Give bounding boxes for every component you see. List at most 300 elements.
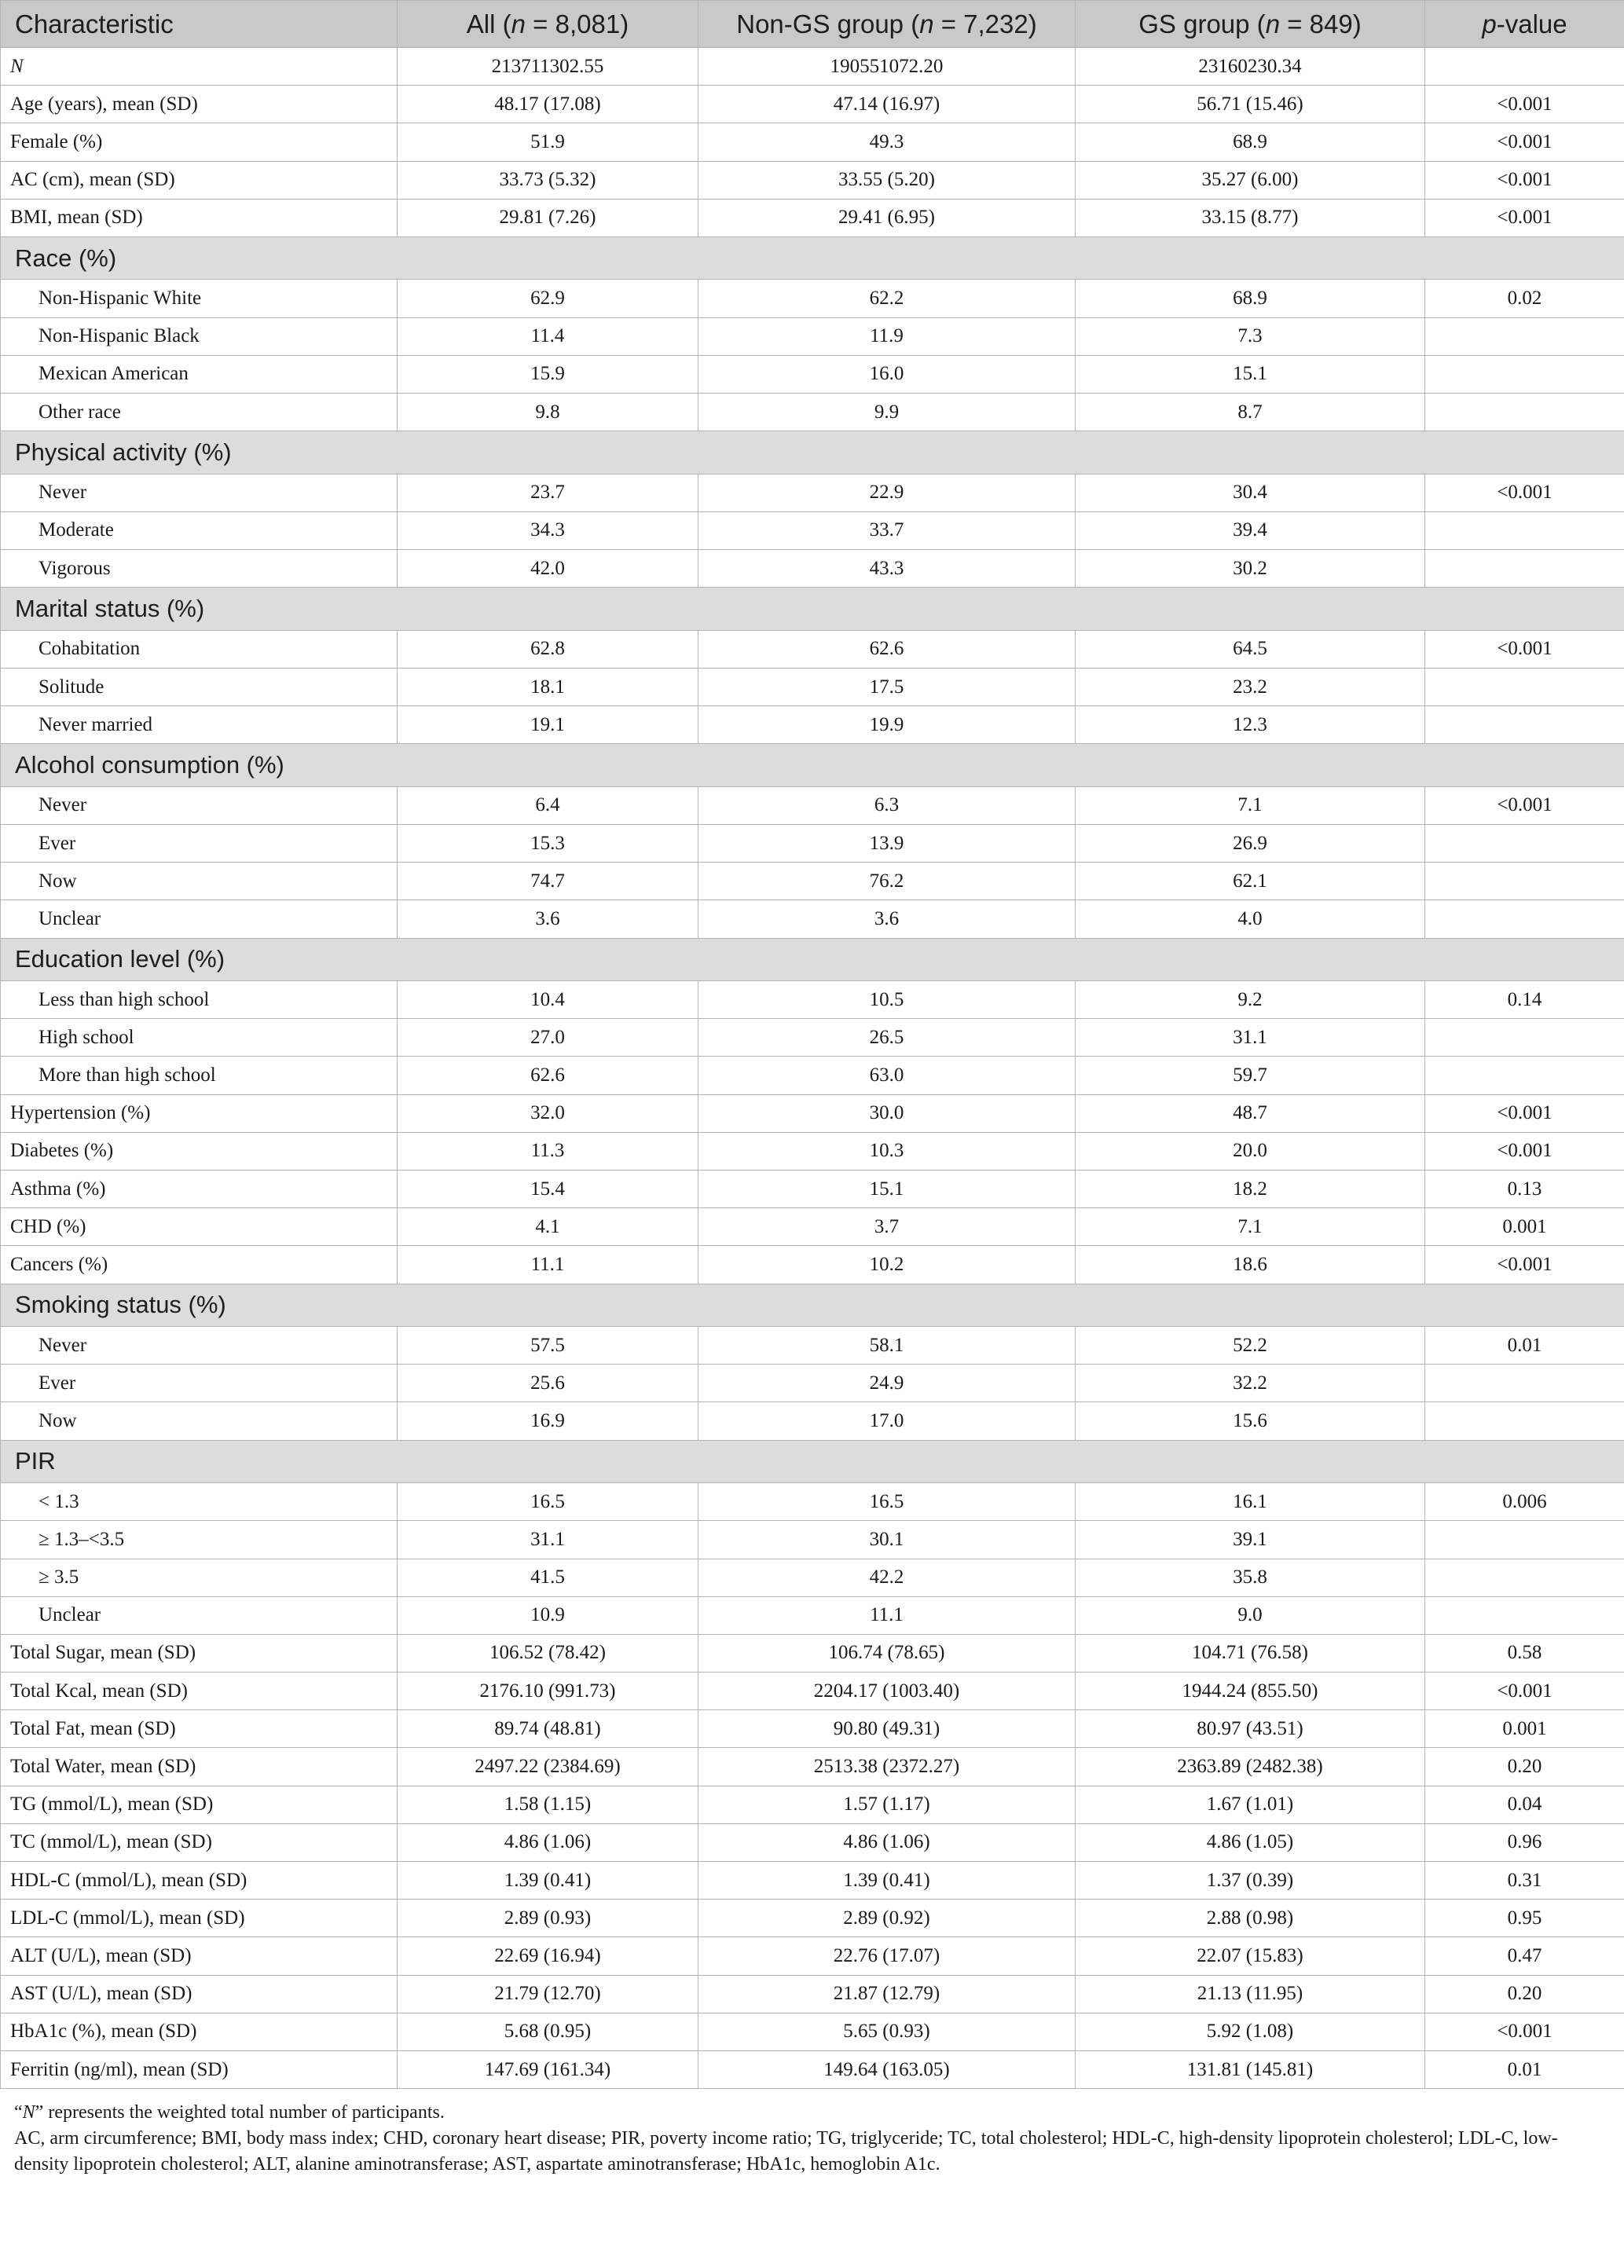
table-row [1,1402,1624,1440]
cell-all: 32.0 [398,1094,698,1132]
cell-all: 10.9 [398,1596,698,1634]
cell-all: 62.9 [398,280,698,317]
section-header-row [1,236,1624,280]
table-row [1,1900,1624,1937]
cell-all: 34.3 [398,511,698,549]
row-label: Non-Hispanic Black [1,317,398,355]
cell-gs: 18.2 [1076,1171,1425,1208]
cell-all: 41.5 [398,1559,698,1596]
table-row [1,825,1624,863]
table-row [1,1327,1624,1365]
table-row [1,1483,1624,1521]
cell-p-value [1425,825,1624,863]
cell-gs: 12.3 [1076,706,1425,744]
table-row [1,1559,1624,1596]
cell-p-value: 0.14 [1425,981,1624,1019]
cell-gs: 33.15 (8.77) [1076,199,1425,236]
cell-gs: 1944.24 (855.50) [1076,1673,1425,1710]
row-label: ≥ 1.3–<3.5 [1,1521,398,1559]
table-body [1,48,1624,2089]
cell-all: 106.52 (78.42) [398,1634,698,1672]
cell-non-gs: 16.0 [698,355,1076,393]
cell-gs: 7.1 [1076,1208,1425,1246]
cell-non-gs: 2513.38 (2372.27) [698,1748,1076,1786]
cell-gs: 68.9 [1076,123,1425,161]
cell-gs: 35.8 [1076,1559,1425,1596]
table-row [1,786,1624,824]
cell-non-gs: 62.2 [698,280,1076,317]
cell-non-gs: 16.5 [698,1483,1076,1521]
row-label: Age (years), mean (SD) [1,86,398,123]
table-row [1,511,1624,549]
cell-all: 62.8 [398,630,698,668]
cell-all: 27.0 [398,1019,698,1057]
row-label: Cohabitation [1,630,398,668]
cell-p-value: 0.04 [1425,1786,1624,1823]
table-row [1,1823,1624,1861]
cell-non-gs: 42.2 [698,1559,1076,1596]
cell-non-gs: 2.89 (0.92) [698,1900,1076,1937]
cell-non-gs: 24.9 [698,1365,1076,1402]
cell-gs: 21.13 (11.95) [1076,1975,1425,2013]
cell-non-gs: 21.87 (12.79) [698,1975,1076,2013]
cell-non-gs: 190551072.20 [698,48,1076,86]
cell-p-value [1425,1559,1624,1596]
table-row [1,317,1624,355]
cell-all: 11.1 [398,1246,698,1284]
cell-all: 15.4 [398,1171,698,1208]
row-label: Hypertension (%) [1,1094,398,1132]
cell-p-value [1425,1521,1624,1559]
row-label: Never married [1,706,398,744]
cell-p-value [1425,1019,1624,1057]
cell-gs: 15.6 [1076,1402,1425,1440]
row-label: ≥ 3.5 [1,1559,398,1596]
row-label: HbA1c (%), mean (SD) [1,2013,398,2050]
cell-p-value: <0.001 [1425,1132,1624,1170]
table-row [1,1710,1624,1748]
row-label: Less than high school [1,981,398,1019]
section-label: Physical activity (%) [1,431,1624,474]
footnote-abbreviations: AC, arm circumference; BMI, body mass index; CHD, coronary heart disease; PIR, poverty income ratio; TG, triglyceride; TC, total cholesterol; HDL-C, high-density lipoprotein cholesterol; LDL-C, low-density lipoprotein cholesterol; ALT, alanine aminotransferase; AST, aspartate aminotransferase; HbA1c, hemoglobin A1c. [14,2128,1558,2175]
row-label: High school [1,1019,398,1057]
cell-p-value: <0.001 [1425,199,1624,236]
cell-non-gs: 47.14 (16.97) [698,86,1076,123]
cell-gs: 7.3 [1076,317,1425,355]
cell-all: 23.7 [398,474,698,511]
cell-all: 22.69 (16.94) [398,1937,698,1975]
cell-p-value [1425,394,1624,431]
cell-p-value [1425,1057,1624,1094]
row-label: ALT (U/L), mean (SD) [1,1937,398,1975]
section-label: Race (%) [1,236,1624,280]
cell-gs: 68.9 [1076,280,1425,317]
table-row [1,280,1624,317]
section-label: Marital status (%) [1,588,1624,631]
cell-gs: 23160230.34 [1076,48,1425,86]
cell-gs: 15.1 [1076,355,1425,393]
cell-gs: 64.5 [1076,630,1425,668]
cell-gs: 30.4 [1076,474,1425,511]
cell-non-gs: 9.9 [698,394,1076,431]
cell-all: 57.5 [398,1327,698,1365]
cell-p-value: <0.001 [1425,1094,1624,1132]
cell-all: 48.17 (17.08) [398,86,698,123]
table-row [1,863,1624,900]
row-label: N [1,48,398,86]
cell-non-gs: 33.7 [698,511,1076,549]
cell-gs: 20.0 [1076,1132,1425,1170]
cell-gs: 35.27 (6.00) [1076,161,1425,199]
cell-all: 62.6 [398,1057,698,1094]
cell-p-value [1425,317,1624,355]
cell-p-value: 0.006 [1425,1483,1624,1521]
cell-gs: 31.1 [1076,1019,1425,1057]
cell-all: 16.9 [398,1402,698,1440]
section-header-row [1,431,1624,474]
cell-non-gs: 22.9 [698,474,1076,511]
cell-non-gs: 49.3 [698,123,1076,161]
table-row [1,630,1624,668]
cell-all: 18.1 [398,668,698,705]
cell-non-gs: 6.3 [698,786,1076,824]
cell-all: 9.8 [398,394,698,431]
row-label: Moderate [1,511,398,549]
table-row [1,1365,1624,1402]
row-label: Female (%) [1,123,398,161]
cell-p-value: 0.95 [1425,1900,1624,1937]
cell-non-gs: 58.1 [698,1327,1076,1365]
cell-p-value [1425,900,1624,938]
cell-p-value: 0.96 [1425,1823,1624,1861]
cell-p-value: 0.58 [1425,1634,1624,1672]
cell-gs: 59.7 [1076,1057,1425,1094]
cell-p-value: <0.001 [1425,1673,1624,1710]
table-row [1,1786,1624,1823]
cell-gs: 39.1 [1076,1521,1425,1559]
cell-all: 89.74 (48.81) [398,1710,698,1748]
cell-non-gs: 90.80 (49.31) [698,1710,1076,1748]
cell-non-gs: 3.7 [698,1208,1076,1246]
cell-non-gs: 1.39 (0.41) [698,1862,1076,1900]
row-label: LDL-C (mmol/L), mean (SD) [1,1900,398,1937]
cell-non-gs: 13.9 [698,825,1076,863]
row-label: Other race [1,394,398,431]
cell-non-gs: 149.64 (163.05) [698,2050,1076,2088]
cell-non-gs: 62.6 [698,630,1076,668]
row-label: Ever [1,825,398,863]
cell-p-value [1425,863,1624,900]
cell-gs: 7.1 [1076,786,1425,824]
section-label: Smoking status (%) [1,1284,1624,1327]
cell-non-gs: 10.2 [698,1246,1076,1284]
row-label: < 1.3 [1,1483,398,1521]
table-row [1,1634,1624,1672]
cell-non-gs: 22.76 (17.07) [698,1937,1076,1975]
cell-all: 15.9 [398,355,698,393]
cell-non-gs: 106.74 (78.65) [698,1634,1076,1672]
header-non-gs-group: Non-GS group (n = 7,232) [698,1,1076,48]
cell-non-gs: 63.0 [698,1057,1076,1094]
section-label: PIR [1,1440,1624,1483]
row-label: AC (cm), mean (SD) [1,161,398,199]
cell-p-value: <0.001 [1425,86,1624,123]
row-label: BMI, mean (SD) [1,199,398,236]
cell-non-gs: 30.0 [698,1094,1076,1132]
cell-non-gs: 30.1 [698,1521,1076,1559]
table-row [1,1748,1624,1786]
section-header-row [1,1284,1624,1327]
cell-non-gs: 26.5 [698,1019,1076,1057]
section-header-row [1,588,1624,631]
cell-all: 51.9 [398,123,698,161]
table-row [1,1246,1624,1284]
cell-gs: 104.71 (76.58) [1076,1634,1425,1672]
table-header-row [1,1,1624,48]
cell-all: 2.89 (0.93) [398,1900,698,1937]
cell-all: 5.68 (0.95) [398,2013,698,2050]
table-row [1,1937,1624,1975]
row-label: Mexican American [1,355,398,393]
cell-p-value: 0.01 [1425,1327,1624,1365]
table-row [1,1132,1624,1170]
table-row [1,394,1624,431]
cell-p-value: <0.001 [1425,474,1624,511]
cell-gs: 52.2 [1076,1327,1425,1365]
cell-all: 29.81 (7.26) [398,199,698,236]
header-characteristic: Characteristic [1,1,398,48]
cell-non-gs: 2204.17 (1003.40) [698,1673,1076,1710]
cell-p-value [1425,1402,1624,1440]
table-row [1,1521,1624,1559]
row-label: Now [1,1402,398,1440]
cell-gs: 39.4 [1076,511,1425,549]
cell-p-value: 0.20 [1425,1748,1624,1786]
cell-p-value: <0.001 [1425,1246,1624,1284]
table-row [1,1673,1624,1710]
cell-p-value [1425,1365,1624,1402]
table-footnotes [0,2089,1624,2178]
cell-non-gs: 76.2 [698,863,1076,900]
cell-non-gs: 10.5 [698,981,1076,1019]
cell-gs: 56.71 (15.46) [1076,86,1425,123]
cell-p-value: <0.001 [1425,123,1624,161]
cell-non-gs: 33.55 (5.20) [698,161,1076,199]
cell-non-gs: 10.3 [698,1132,1076,1170]
cell-gs: 23.2 [1076,668,1425,705]
cell-p-value [1425,355,1624,393]
cell-p-value: 0.20 [1425,1975,1624,2013]
cell-gs: 9.2 [1076,981,1425,1019]
table-row [1,668,1624,705]
cell-all: 11.4 [398,317,698,355]
row-label: AST (U/L), mean (SD) [1,1975,398,2013]
cell-gs: 5.92 (1.08) [1076,2013,1425,2050]
cell-gs: 4.86 (1.05) [1076,1823,1425,1861]
cell-all: 31.1 [398,1521,698,1559]
cell-all: 42.0 [398,550,698,588]
row-label: Never [1,474,398,511]
cell-non-gs: 19.9 [698,706,1076,744]
table-row [1,706,1624,744]
row-label: Never [1,786,398,824]
cell-p-value: 0.001 [1425,1710,1624,1748]
cell-all: 4.86 (1.06) [398,1823,698,1861]
cell-gs: 80.97 (43.51) [1076,1710,1425,1748]
table-row [1,355,1624,393]
cell-p-value [1425,550,1624,588]
table-row [1,1057,1624,1094]
row-label: Diabetes (%) [1,1132,398,1170]
row-label: HDL-C (mmol/L), mean (SD) [1,1862,398,1900]
cell-gs: 62.1 [1076,863,1425,900]
cell-gs: 4.0 [1076,900,1425,938]
cell-gs: 1.67 (1.01) [1076,1786,1425,1823]
table-row [1,1975,1624,2013]
section-label: Alcohol consumption (%) [1,744,1624,787]
cell-gs: 8.7 [1076,394,1425,431]
cell-gs: 131.81 (145.81) [1076,2050,1425,2088]
table-row [1,981,1624,1019]
cell-non-gs: 3.6 [698,900,1076,938]
header-all: All (n = 8,081) [398,1,698,48]
cell-all: 19.1 [398,706,698,744]
cell-all: 1.39 (0.41) [398,1862,698,1900]
cell-non-gs: 29.41 (6.95) [698,199,1076,236]
cell-all: 4.1 [398,1208,698,1246]
table-row [1,86,1624,123]
table-row [1,1094,1624,1132]
cell-all: 2176.10 (991.73) [398,1673,698,1710]
table-row [1,161,1624,199]
cell-gs: 22.07 (15.83) [1076,1937,1425,1975]
table-row [1,199,1624,236]
row-label: Solitude [1,668,398,705]
table-row [1,1019,1624,1057]
row-label: Total Fat, mean (SD) [1,1710,398,1748]
cell-p-value [1425,48,1624,86]
section-label: Education level (%) [1,938,1624,981]
row-label: TG (mmol/L), mean (SD) [1,1786,398,1823]
cell-gs: 30.2 [1076,550,1425,588]
row-label: More than high school [1,1057,398,1094]
cell-p-value: <0.001 [1425,630,1624,668]
cell-p-value: 0.01 [1425,2050,1624,2088]
table-row [1,2013,1624,2050]
row-label: Ever [1,1365,398,1402]
row-label: Unclear [1,1596,398,1634]
cell-all: 1.58 (1.15) [398,1786,698,1823]
cell-p-value: <0.001 [1425,161,1624,199]
cell-all: 25.6 [398,1365,698,1402]
section-header-row [1,938,1624,981]
cell-p-value: <0.001 [1425,2013,1624,2050]
cell-p-value [1425,668,1624,705]
table-row [1,474,1624,511]
cell-all: 2497.22 (2384.69) [398,1748,698,1786]
row-label: TC (mmol/L), mean (SD) [1,1823,398,1861]
header-p-value: p-value [1425,1,1624,48]
table-row [1,2050,1624,2088]
section-header-row [1,1440,1624,1483]
row-label: Total Kcal, mean (SD) [1,1673,398,1710]
table-row [1,1208,1624,1246]
row-label: Asthma (%) [1,1171,398,1208]
cell-p-value: 0.13 [1425,1171,1624,1208]
table-row [1,900,1624,938]
cell-non-gs: 4.86 (1.06) [698,1823,1076,1861]
cell-non-gs: 17.0 [698,1402,1076,1440]
cell-p-value: 0.02 [1425,280,1624,317]
row-label: Cancers (%) [1,1246,398,1284]
cell-all: 15.3 [398,825,698,863]
cell-all: 147.69 (161.34) [398,2050,698,2088]
cell-p-value [1425,511,1624,549]
row-label: CHD (%) [1,1208,398,1246]
cell-gs: 18.6 [1076,1246,1425,1284]
cell-gs: 2.88 (0.98) [1076,1900,1425,1937]
row-label: Vigorous [1,550,398,588]
table-row [1,48,1624,86]
cell-p-value [1425,1596,1624,1634]
cell-gs: 16.1 [1076,1483,1425,1521]
footnote-weighted-n: “N” represents the weighted total number of participants. [14,2102,445,2123]
row-label: Total Sugar, mean (SD) [1,1634,398,1672]
cell-all: 6.4 [398,786,698,824]
cell-non-gs: 11.9 [698,317,1076,355]
table-row [1,550,1624,588]
cell-all: 16.5 [398,1483,698,1521]
section-header-row [1,744,1624,787]
cell-all: 74.7 [398,863,698,900]
cell-all: 21.79 (12.70) [398,1975,698,2013]
row-label: Ferritin (ng/ml), mean (SD) [1,2050,398,2088]
cell-gs: 2363.89 (2482.38) [1076,1748,1425,1786]
cell-gs: 26.9 [1076,825,1425,863]
table-row [1,1171,1624,1208]
row-label: Unclear [1,900,398,938]
cell-gs: 1.37 (0.39) [1076,1862,1425,1900]
cell-p-value: 0.47 [1425,1937,1624,1975]
cell-p-value: 0.31 [1425,1862,1624,1900]
row-label: Non-Hispanic White [1,280,398,317]
cell-p-value: <0.001 [1425,786,1624,824]
cell-non-gs: 5.65 (0.93) [698,2013,1076,2050]
cell-all: 33.73 (5.32) [398,161,698,199]
cell-all: 213711302.55 [398,48,698,86]
cell-all: 10.4 [398,981,698,1019]
row-label: Total Water, mean (SD) [1,1748,398,1786]
table-row [1,123,1624,161]
table-row [1,1596,1624,1634]
cell-p-value [1425,706,1624,744]
cell-non-gs: 43.3 [698,550,1076,588]
row-label: Never [1,1327,398,1365]
cell-non-gs: 15.1 [698,1171,1076,1208]
cell-gs: 48.7 [1076,1094,1425,1132]
cell-p-value: 0.001 [1425,1208,1624,1246]
cell-gs: 32.2 [1076,1365,1425,1402]
cell-non-gs: 11.1 [698,1596,1076,1634]
cell-all: 11.3 [398,1132,698,1170]
cell-gs: 9.0 [1076,1596,1425,1634]
row-label: Now [1,863,398,900]
header-gs-group: GS group (n = 849) [1076,1,1425,48]
table-row [1,1862,1624,1900]
cell-non-gs: 1.57 (1.17) [698,1786,1076,1823]
cell-all: 3.6 [398,900,698,938]
cell-non-gs: 17.5 [698,668,1076,705]
